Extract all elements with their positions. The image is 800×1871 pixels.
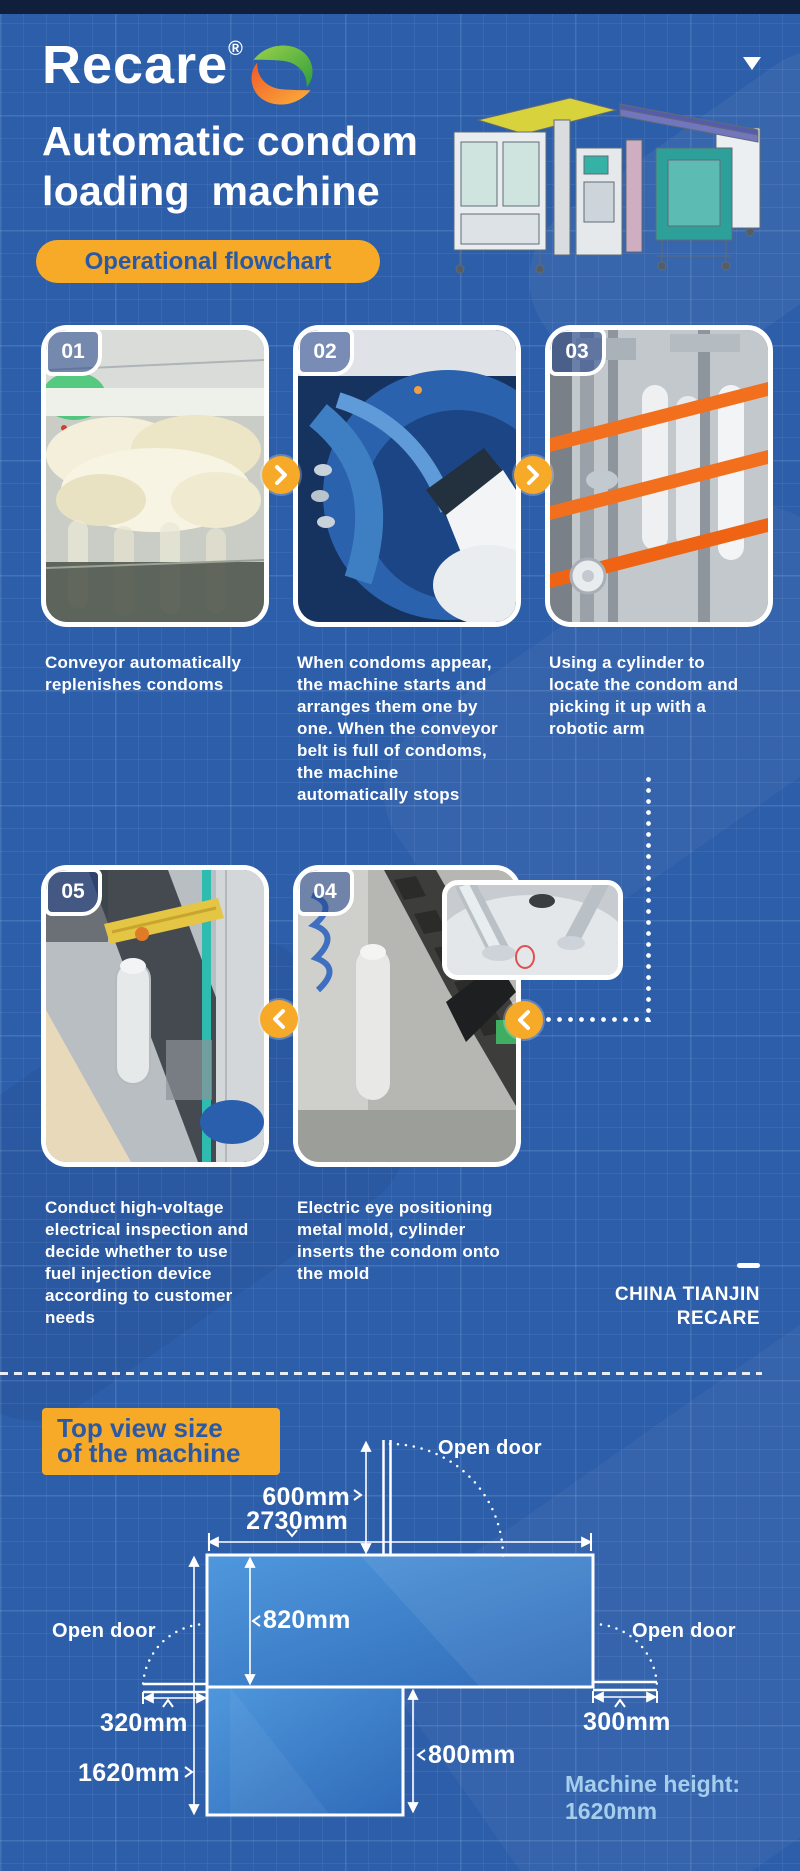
machine-height-label <box>565 1771 740 1825</box>
title-line-1: Automatic condom <box>42 118 419 164</box>
dropdown-triangle-icon[interactable] <box>743 57 761 70</box>
arrow-right-icon <box>185 1767 192 1777</box>
step-number-badge <box>44 328 102 376</box>
step-card-01 <box>41 325 269 627</box>
step-04-inset-photo <box>442 880 623 980</box>
location-text <box>615 1283 760 1331</box>
step-number-badge <box>296 868 354 916</box>
step-card-02 <box>293 325 521 627</box>
flowchart-badge <box>36 240 380 283</box>
step-number: 05 <box>61 880 85 903</box>
step-number: 04 <box>313 880 337 903</box>
location-line-2: RECARE <box>676 1308 760 1329</box>
page-title <box>42 116 418 216</box>
arrow-up-icon <box>615 1700 625 1707</box>
brand-logo <box>42 34 244 96</box>
step-caption-03: Using a cylinder to locate the condom and picking it up with a robotic arm <box>549 653 739 738</box>
dotted-connector-horizontal <box>546 1017 650 1022</box>
step-number-badge <box>548 328 606 376</box>
dim-800mm-label: 800mm <box>428 1741 516 1769</box>
dim-320mm-label: 320mm <box>100 1709 188 1737</box>
step-card-05 <box>41 865 269 1167</box>
title-line-2: loading machine <box>42 168 380 214</box>
open-door-label-top: Open door <box>438 1437 542 1459</box>
machine-illustration <box>420 90 765 275</box>
dim-820mm-label: 820mm <box>263 1606 351 1634</box>
trademark-symbol: ® <box>228 38 244 60</box>
step-caption-01: Conveyor automatically replenishes condoms <box>45 653 242 694</box>
step-caption-05: Conduct high-voltage electrical inspection and decide whether to use fuel injection device according to customer needs <box>45 1198 249 1327</box>
step-number: 01 <box>61 340 85 363</box>
step-caption-02: When condoms appear, the machine starts and arranges them one by one. When the conveyor belt is full of condoms, the machine automatically stops <box>297 653 498 804</box>
dashed-divider <box>0 1372 762 1375</box>
arrow-left-icon <box>418 1750 425 1760</box>
chevron-right-icon <box>514 456 552 494</box>
chevron-right-icon <box>262 456 300 494</box>
arrow-right-icon <box>354 1490 361 1500</box>
chevron-left-icon <box>260 1000 298 1038</box>
machine-body-outline <box>207 1555 593 1815</box>
brand-name: Recare <box>42 35 229 95</box>
dim-1620mm-label: 1620mm <box>78 1759 180 1787</box>
dotted-connector-vertical <box>646 777 651 1022</box>
location-dash <box>737 1263 760 1268</box>
dim-600mm-label: 600mm <box>262 1483 350 1511</box>
step-number: 03 <box>565 340 589 363</box>
flowchart-badge-label: Operational flowchart <box>84 247 332 275</box>
step-number: 02 <box>313 340 337 363</box>
dim-2730mm-label: 2730mm <box>246 1507 348 1535</box>
step-caption-04: Electric eye positioning metal mold, cylinder inserts the condom onto the mold <box>297 1198 500 1283</box>
step-number-badge <box>44 868 102 916</box>
open-door-label-left: Open door <box>52 1620 156 1642</box>
open-door-label-right: Open door <box>632 1620 736 1642</box>
machine-height-line-2: 1620mm <box>565 1798 658 1824</box>
size-badge-line-1: Top view size <box>57 1413 223 1443</box>
recare-swirl-logo-icon <box>244 40 320 110</box>
step-number-badge <box>296 328 354 376</box>
top-bar <box>0 0 800 14</box>
location-line-1: CHINA TIANJIN <box>614 1284 760 1305</box>
size-badge-line-2: of the machine <box>57 1438 241 1468</box>
step-card-03 <box>545 325 773 627</box>
dim-300mm-label: 300mm <box>583 1708 671 1736</box>
machine-height-line-1: Machine height: <box>565 1771 741 1797</box>
arrow-up-icon <box>163 1700 173 1707</box>
chevron-left-icon <box>505 1001 543 1039</box>
